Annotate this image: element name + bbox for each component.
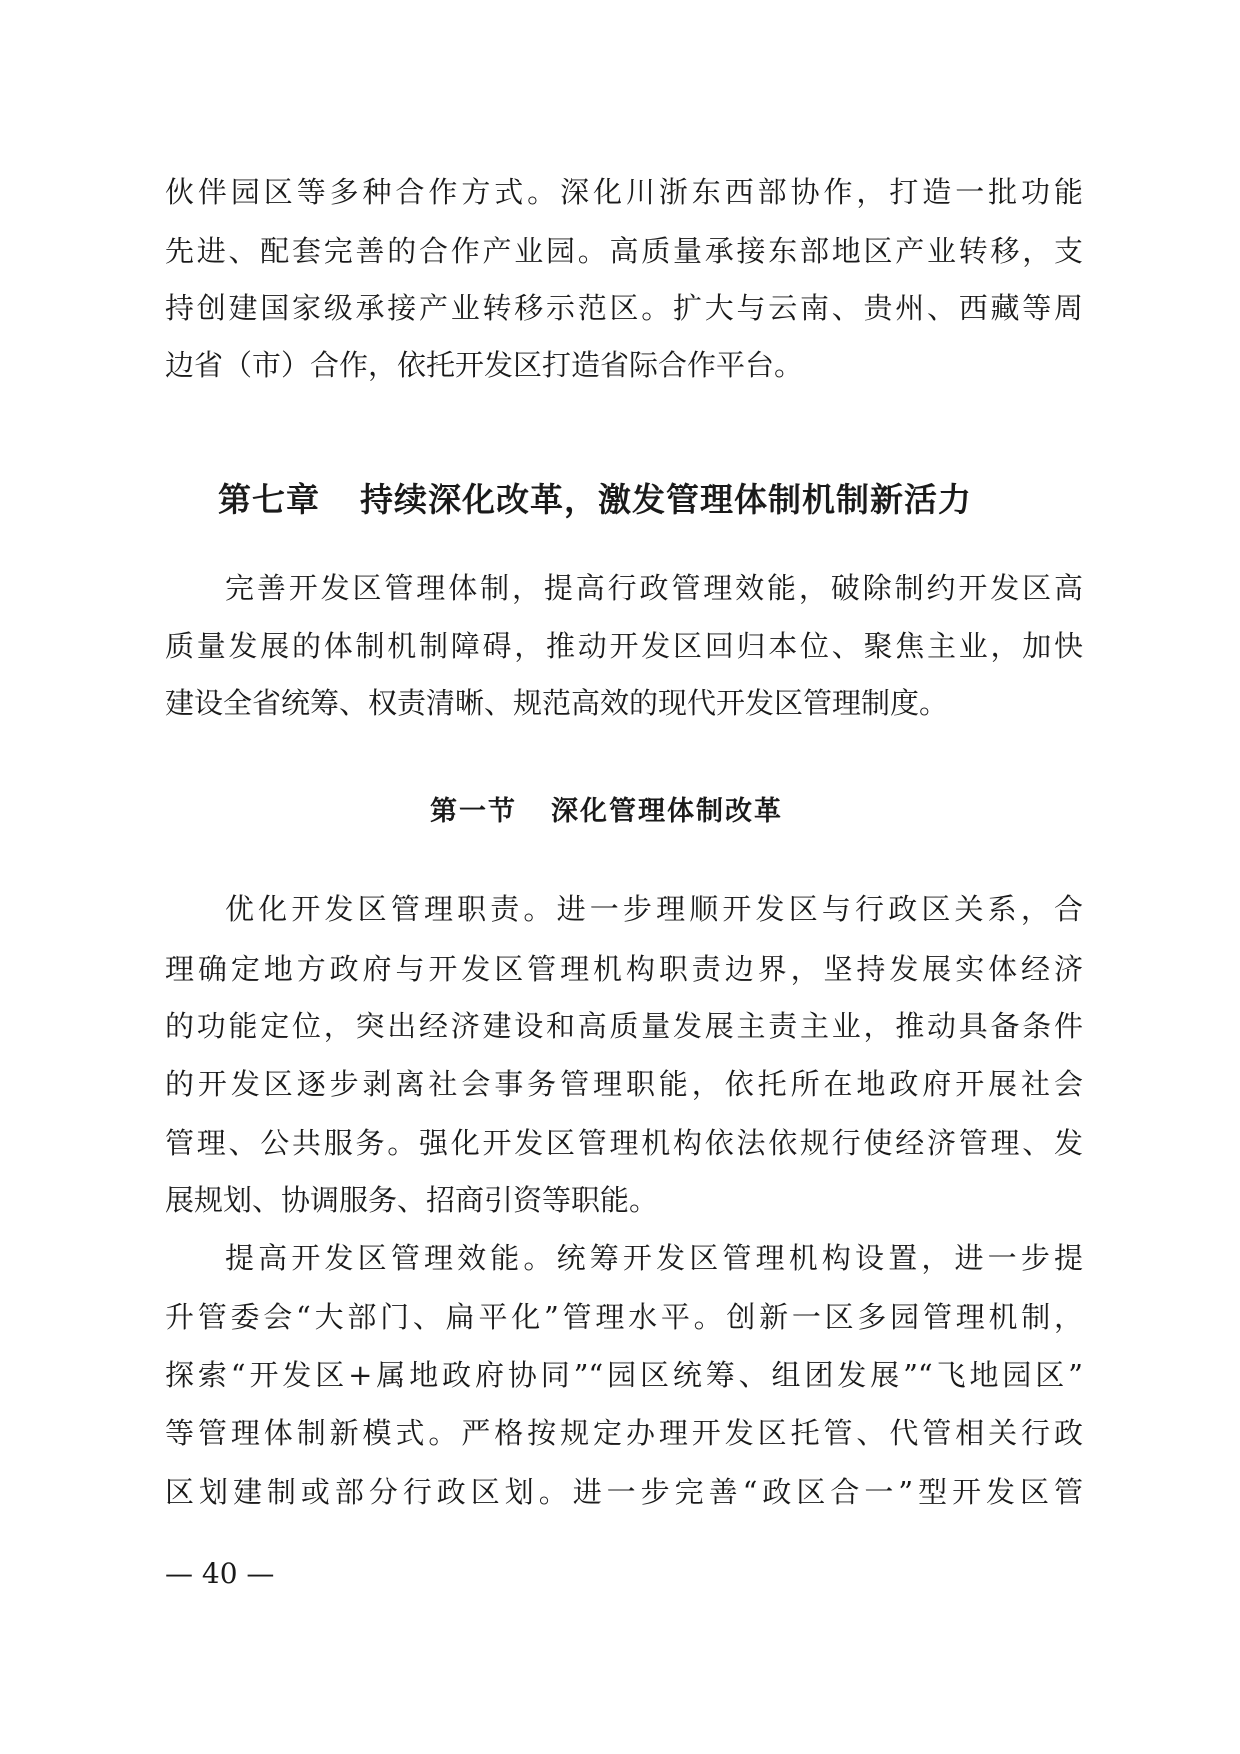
text-line: 等管理体制新模式。严格按规定办理开发区托管、代管相关行政 <box>165 1416 1083 1450</box>
chapter-heading <box>218 478 972 522</box>
text-line: 展规划、协调服务、招商引资等职能。 <box>165 1183 659 1217</box>
text-line: 探索“开发区+属地政府协同”“园区统筹、组团发展”“飞地园区” <box>165 1358 1083 1392</box>
text-line: 的开发区逐步剥离社会事务管理职能，依托所在地政府开展社会 <box>165 1067 1083 1101</box>
chapter-number: 第七章 <box>218 480 320 519</box>
text-line: 优化开发区管理职责。进一步理顺开发区与行政区关系，合 <box>225 892 1083 926</box>
text-line: 完善开发区管理体制，提高行政管理效能，破除制约开发区高 <box>225 571 1083 605</box>
section-heading <box>430 793 783 831</box>
text-line: 建设全省统筹、权责清晰、规范高效的现代开发区管理制度。 <box>165 686 949 720</box>
text-line: 边省（市）合作，依托开发区打造省际合作平台。 <box>165 348 804 382</box>
text-line: 伙伴园区等多种合作方式。深化川浙东西部协作，打造一批功能 <box>165 175 1083 209</box>
text-line: 先进、配套完善的合作产业园。高质量承接东部地区产业转移，支 <box>165 234 1083 268</box>
text-line: 管理、公共服务。强化开发区管理机构依法依规行使经济管理、发 <box>165 1126 1083 1160</box>
text-line: 质量发展的体制机制障碍，推动开发区回归本位、聚焦主业，加快 <box>165 629 1083 663</box>
text-line: 区划建制或部分行政区划。进一步完善“政区合一”型开发区管 <box>165 1475 1083 1509</box>
section-title: 深化管理体制改革 <box>551 796 783 827</box>
section-number: 第一节 <box>430 796 517 827</box>
text-line: 升管委会“大部门、扁平化”管理水平。创新一区多园管理机制， <box>165 1300 1083 1334</box>
text-line: 持创建国家级承接产业转移示范区。扩大与云南、贵州、西藏等周 <box>165 291 1083 325</box>
text-line: 提高开发区管理效能。统筹开发区管理机构设置，进一步提 <box>225 1241 1083 1275</box>
text-line: 理确定地方政府与开发区管理机构职责边界，坚持发展实体经济 <box>165 952 1083 986</box>
chapter-title: 持续深化改革，激发管理体制机制新活力 <box>360 480 972 519</box>
page-number: — 40 — <box>165 1557 275 1590</box>
text-line: 的功能定位，突出经济建设和高质量发展主责主业，推动具备条件 <box>165 1009 1083 1043</box>
